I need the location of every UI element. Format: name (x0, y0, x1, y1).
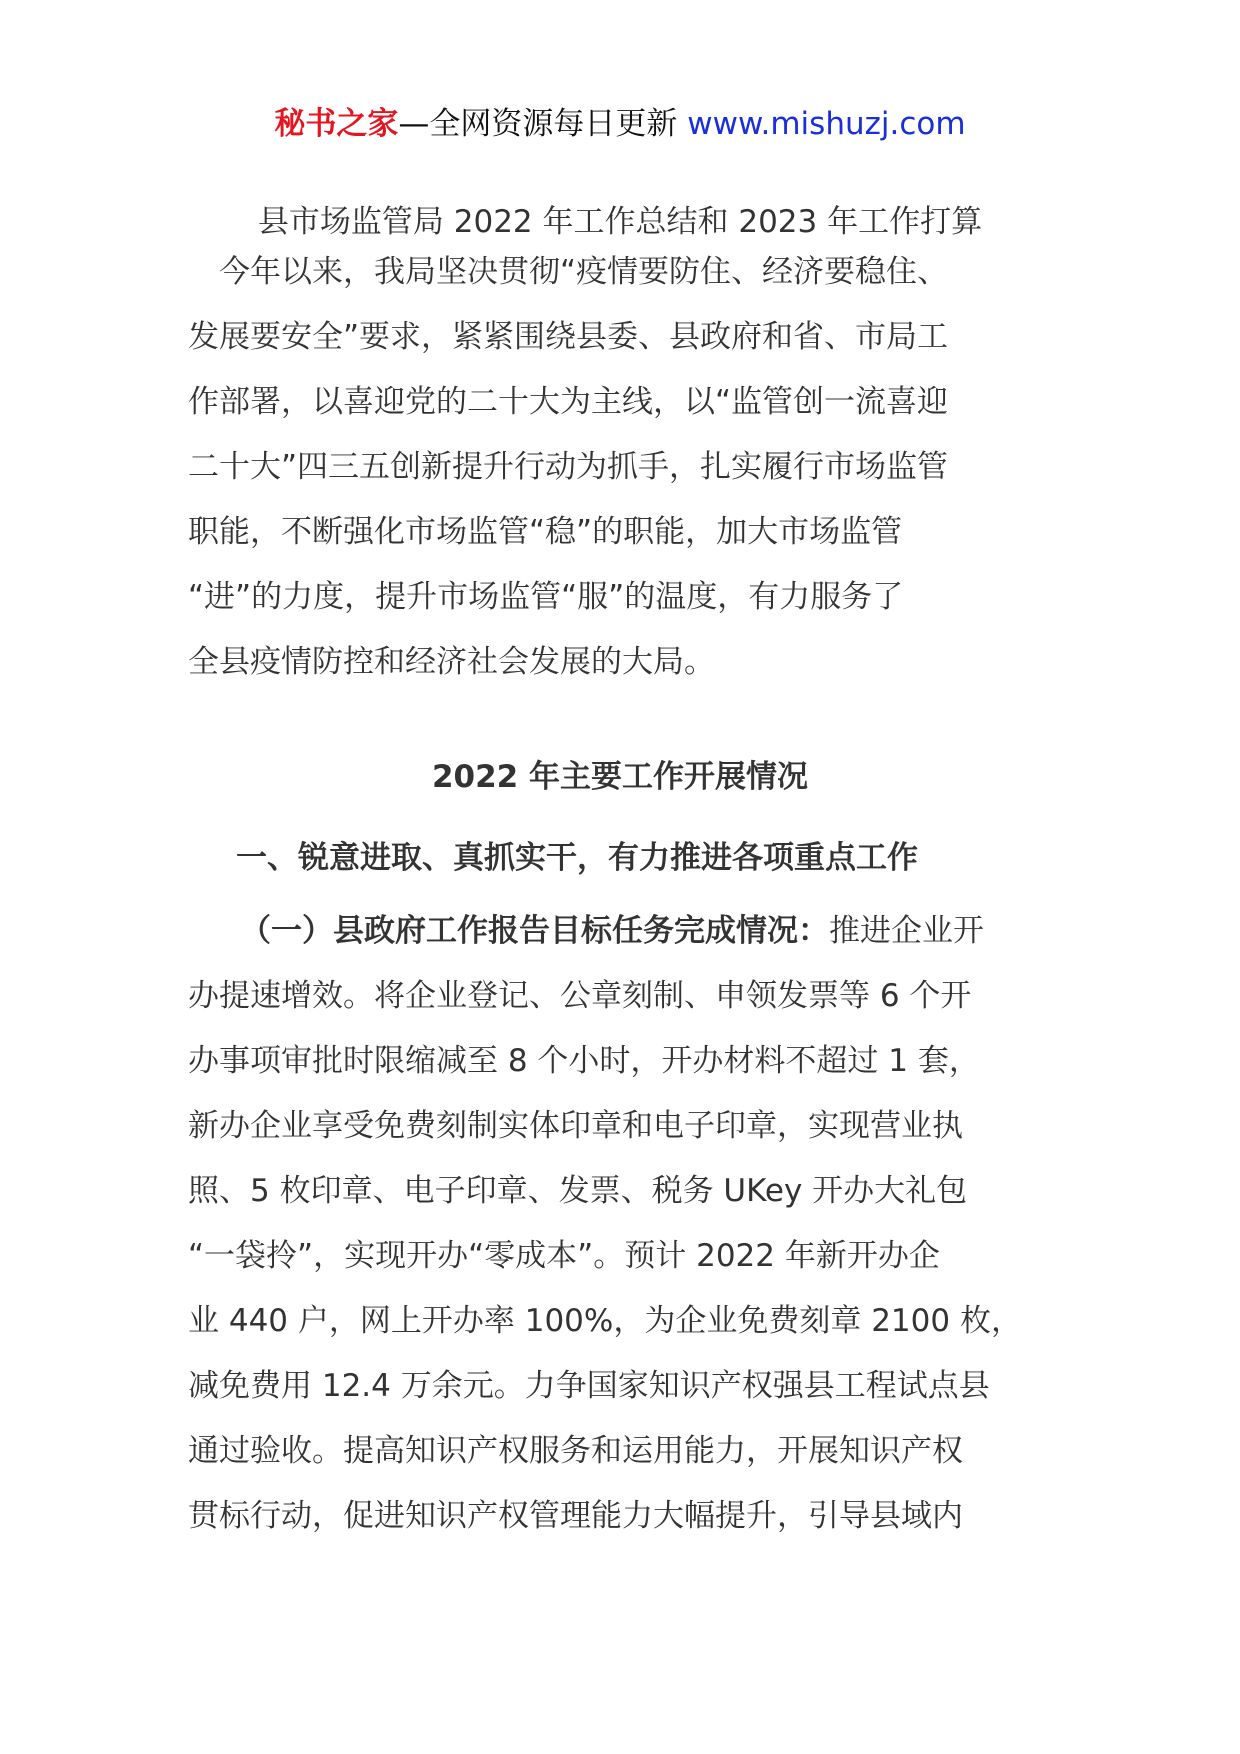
paragraph-line: 职能，不断强化市场监管“稳”的职能，加大市场监管 (188, 514, 903, 550)
item-label: （一）县政府工作报告目标任务完成情况： (240, 913, 829, 949)
paragraph-line: 二十大”四三五创新提升行动为抓手，扎实履行市场监管 (188, 449, 949, 485)
brand-name: 秘书之家 (274, 106, 399, 142)
paragraph-line: 办提速增效。将企业登记、公章刻制、申领发票等 6 个开 (188, 978, 972, 1014)
paragraph-line: 照、5 枚印章、电子印章、发票、税务 UKey 开办大礼包 (188, 1173, 968, 1209)
intro-paragraph (188, 240, 1068, 695)
item-first-line-rest: 推进企业开 (829, 913, 984, 949)
site-tagline: —全网资源每日更新 (398, 106, 688, 142)
paragraph-line: “一袋拎”，实现开办“零成本”。预计 2022 年新开办企 (188, 1238, 940, 1274)
sub-heading: 一、锐意进取、真抓实干，有力推进各项重点工作 (236, 840, 918, 876)
paragraph-line: 通过验收。提高知识产权服务和运用能力，开展知识产权 (188, 1433, 963, 1469)
paragraph-line: 今年以来，我局坚决贯彻“疫情要防住、经济要稳住、 (188, 254, 949, 290)
item-paragraph (188, 899, 1068, 1549)
paragraph-line: 办事项审批时限缩减至 8 个小时，开办材料不超过 1 套， (188, 1043, 980, 1079)
paragraph-line: 减免费用 12.4 万余元。力争国家知识产权强县工程试点县 (188, 1368, 990, 1404)
paragraph-line: 作部署，以喜迎党的二十大为主线，以“监管创一流喜迎 (188, 384, 949, 420)
paragraph-line: 全县疫情防控和经济社会发展的大局。 (188, 644, 715, 680)
site-url-link[interactable]: www.mishuzj.com (687, 106, 966, 142)
site-header (0, 100, 1240, 148)
paragraph-line: 业 440 户，网上开办率 100%，为企业免费刻章 2100 枚， (188, 1303, 1022, 1339)
paragraph-line: 贯标行动，促进知识产权管理能力大幅提升，引导县域内 (188, 1498, 963, 1534)
paragraph-line: 新办企业享受免费刻制实体印章和电子印章，实现营业执 (188, 1108, 963, 1144)
paragraph-line: 发展要安全”要求，紧紧围绕县委、县政府和省、市局工 (188, 319, 949, 355)
section-heading: 2022 年主要工作开展情况 (431, 759, 809, 795)
paragraph-line: “进”的力度，提升市场监管“服”的温度，有力服务了 (188, 579, 904, 615)
paragraph-line (188, 899, 1068, 964)
document-title: 县市场监管局 2022 年工作总结和 2023 年工作打算 (257, 204, 983, 240)
